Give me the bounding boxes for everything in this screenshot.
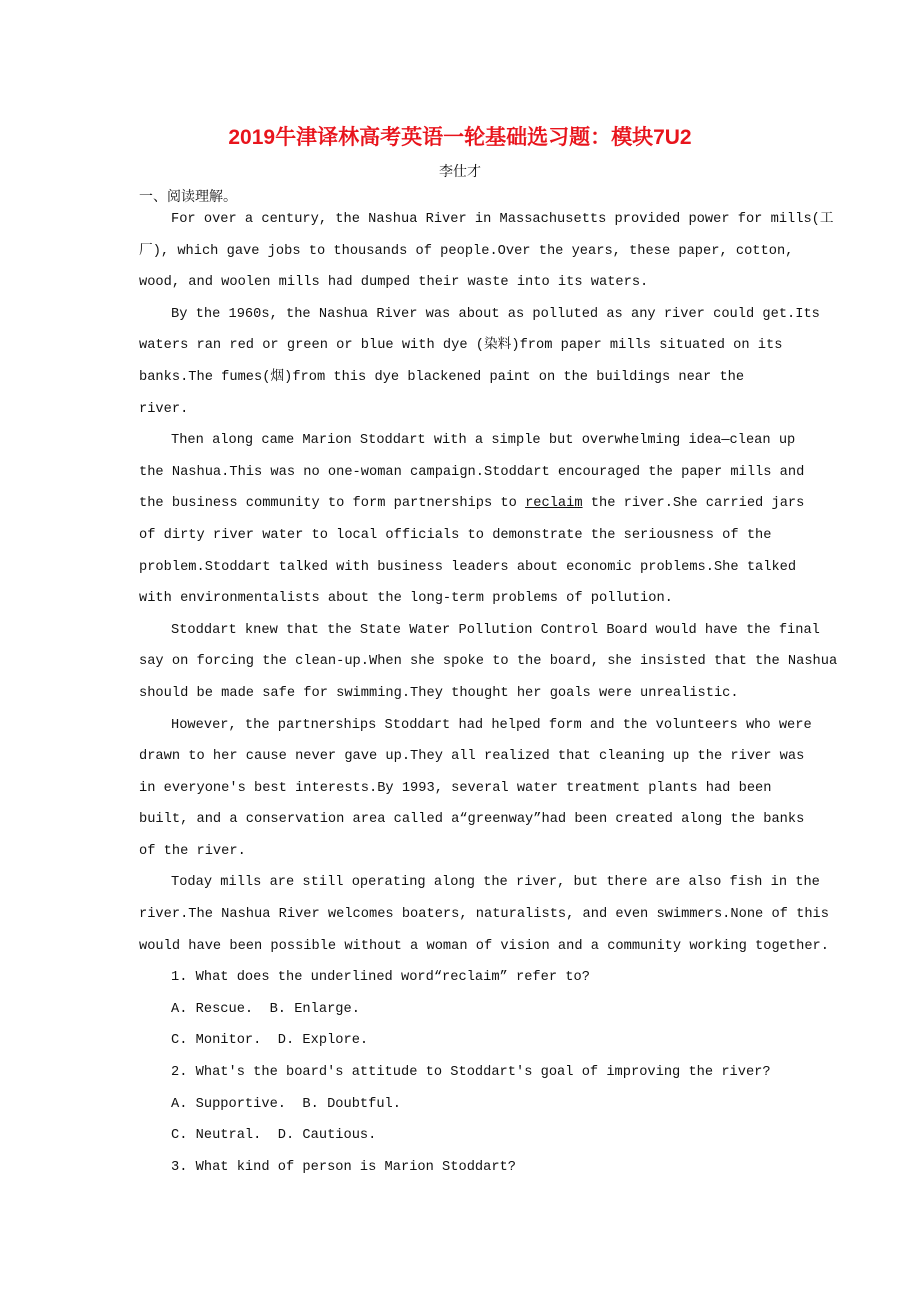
section-heading: 一、阅读理解。 bbox=[139, 189, 237, 205]
text-line bbox=[139, 457, 839, 489]
text-line bbox=[139, 267, 839, 299]
line-text: should be made safe for swimming.They thought her goals were unrealistic. bbox=[139, 685, 739, 701]
text-line bbox=[139, 299, 839, 331]
line-text: C. Monitor. D. Explore. bbox=[171, 1033, 369, 1049]
line-text: would have been possible without a woman of vision and a community working together. bbox=[139, 938, 829, 954]
line-text: problem.Stoddart talked with business leaders about economic problems.She talked bbox=[139, 559, 797, 575]
line-text: drawn to her cause never gave up.They all realized that cleaning up the river was bbox=[139, 749, 805, 765]
line-text: Stoddart knew that the State Water Pollution Control Board would have the final bbox=[171, 622, 820, 638]
text-line bbox=[139, 741, 839, 773]
text-line bbox=[139, 836, 839, 868]
underlined-word: reclaim bbox=[525, 496, 583, 512]
text-line bbox=[139, 520, 839, 552]
text-line bbox=[139, 330, 839, 362]
text-line bbox=[139, 773, 839, 805]
text-line bbox=[139, 899, 839, 931]
document-title: 2019牛津译林高考英语一轮基础选习题：模块7U2 bbox=[228, 126, 692, 149]
text-line bbox=[139, 678, 839, 710]
line-text: A. Rescue. B. Enlarge. bbox=[171, 1001, 360, 1017]
text-line bbox=[139, 362, 839, 394]
line-text: wood, and woolen mills had dumped their waste into its waters. bbox=[139, 275, 649, 291]
text-line bbox=[139, 646, 839, 678]
line-text: 2. What's the board's attitude to Stoddart's goal of improving the river? bbox=[171, 1065, 771, 1081]
line-text: However, the partnerships Stoddart had helped form and the volunteers who were bbox=[171, 717, 812, 733]
text-line bbox=[139, 1089, 839, 1121]
line-text: built, and a conservation area called a“greenway”had been created along the banks bbox=[139, 812, 805, 828]
text-line bbox=[139, 425, 839, 457]
line-text: 厂), which gave jobs to thousands of people.Over the years, these paper, cotton, bbox=[139, 243, 794, 259]
text-line bbox=[139, 710, 839, 742]
text-line bbox=[139, 1152, 839, 1184]
text-line bbox=[139, 552, 839, 584]
line-text: A. Supportive. B. Doubtful. bbox=[171, 1096, 401, 1112]
line-text: the business community to form partnerships to bbox=[139, 496, 526, 512]
line-text: river.The Nashua River welcomes boaters, naturalists, and even swimmers.None of this bbox=[139, 907, 829, 923]
text-line bbox=[139, 583, 839, 615]
line-text: of dirty river water to local officials to demonstrate the seriousness of the bbox=[139, 527, 772, 543]
text-line bbox=[139, 1057, 839, 1089]
line-text: By the 1960s, the Nashua River was about as polluted as any river could get.Its bbox=[171, 306, 820, 322]
line-text: For over a century, the Nashua River in Massachusetts provided power for mills(工 bbox=[171, 212, 834, 227]
text-line bbox=[139, 204, 839, 236]
text-line bbox=[139, 1025, 839, 1057]
line-text: with environmentalists about the long-term problems of pollution. bbox=[139, 591, 673, 607]
text-line bbox=[139, 488, 839, 520]
text-line bbox=[139, 236, 839, 268]
text-line bbox=[139, 962, 839, 994]
line-text: river. bbox=[139, 401, 189, 417]
line-text: the Nashua.This was no one-woman campaign.Stoddart encouraged the paper mills and bbox=[139, 464, 805, 480]
line-text: C. Neutral. D. Cautious. bbox=[171, 1128, 377, 1144]
line-text: the river.She carried jars bbox=[582, 496, 805, 512]
passage-body bbox=[139, 204, 839, 1183]
line-text: 1. What does the underlined word“reclaim” refer to? bbox=[171, 970, 590, 986]
line-text: say on forcing the clean-up.When she spoke to the board, she insisted that the Nashua bbox=[139, 654, 838, 670]
text-line bbox=[139, 394, 839, 426]
text-line bbox=[139, 867, 839, 899]
line-text: banks.The fumes(烟)from this dye blackened paint on the buildings near the bbox=[139, 369, 745, 385]
text-line bbox=[139, 615, 839, 647]
text-line bbox=[139, 804, 839, 836]
line-text: waters ran red or green or blue with dye (染料)from paper mills situated on its bbox=[139, 338, 783, 354]
text-line bbox=[139, 994, 839, 1026]
text-line bbox=[139, 931, 839, 963]
author: 李仕才 bbox=[439, 164, 481, 180]
line-text: Then along came Marion Stoddart with a simple but overwhelming idea—clean up bbox=[171, 433, 796, 449]
text-line bbox=[139, 1120, 839, 1152]
line-text: of the river. bbox=[139, 843, 246, 859]
line-text: Today mills are still operating along the river, but there are also fish in the bbox=[171, 875, 820, 891]
line-text: in everyone's best interests.By 1993, several water treatment plants had been bbox=[139, 780, 772, 796]
line-text: 3. What kind of person is Marion Stoddart? bbox=[171, 1159, 516, 1175]
